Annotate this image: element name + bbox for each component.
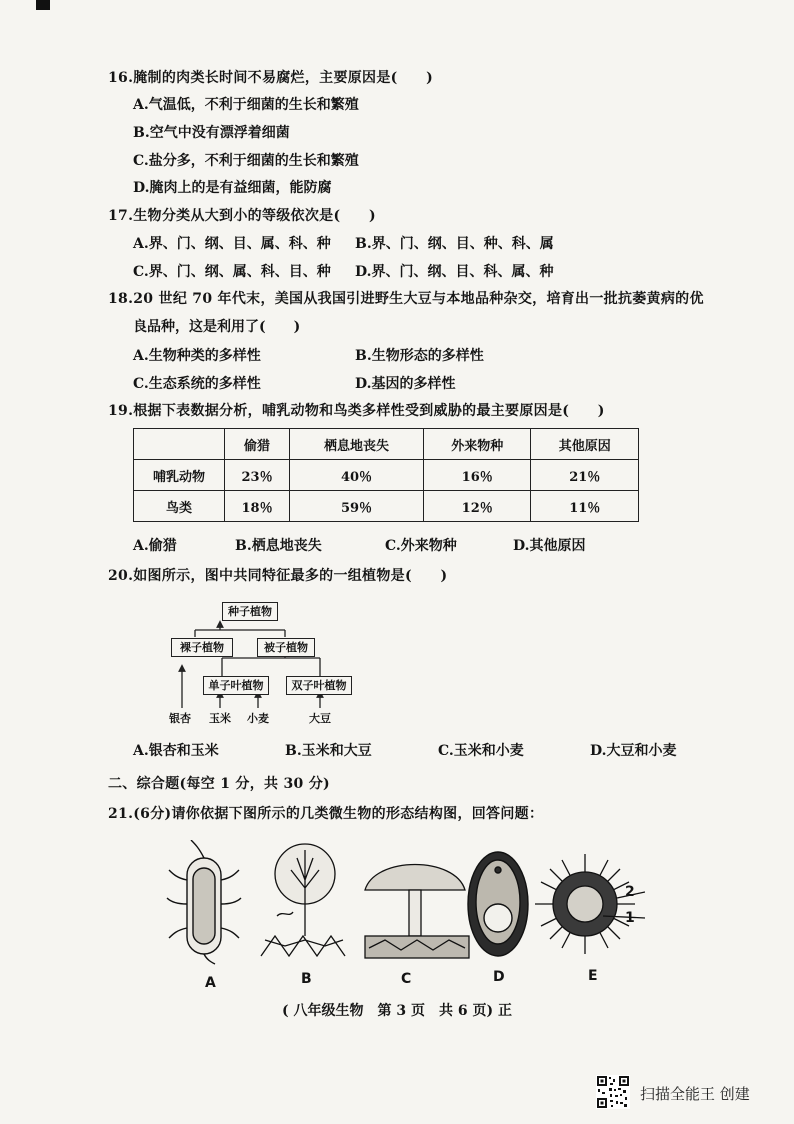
q18-option-c: C.生态系统的多样性 — [133, 376, 261, 392]
mushroom-drawing — [365, 865, 469, 959]
table-cell: 23％ — [225, 460, 290, 491]
q17-stem: 17.生物分类从大到小的等级依次是( ) — [108, 208, 376, 224]
q16-option-d: D.腌肉上的是有益细菌，能防腐 — [133, 180, 332, 196]
q19-option-c: C.外来物种 — [385, 538, 457, 554]
table-header-cell: 栖息地丧失 — [290, 429, 424, 460]
ginkgo-label: 银杏 — [169, 712, 191, 725]
q18-option-b: B.生物形态的多样性 — [355, 348, 484, 364]
label-d: D — [493, 969, 505, 985]
wheat-label: 小麦 — [247, 712, 269, 725]
q17-option-a: A.界、门、纲、目、属、科、种 — [133, 236, 331, 252]
seed-plants-box: 种子植物 — [222, 602, 278, 621]
table-header-cell: 其他原因 — [531, 429, 639, 460]
q21-stem: 21.(6分)请你依据下图所示的几类微生物的形态结构图，回答问题： — [108, 806, 544, 822]
label-c: C — [401, 971, 412, 987]
q17-option-c: C.界、门、纲、属、科、目、种 — [133, 264, 331, 280]
gymnosperm-box: 裸子植物 — [171, 638, 233, 657]
virus-label-2: 2 — [625, 884, 635, 900]
plant-classification-diagram — [165, 600, 365, 730]
q19-stem: 19.根据下表数据分析，哺乳动物和鸟类多样性受到威胁的最主要原因是( ) — [108, 403, 605, 419]
microorganism-figure — [165, 840, 645, 990]
yeast-drawing — [468, 852, 528, 956]
page-footer: ( 八年级生物 第 3 页 共 6 页) 正 — [282, 1003, 512, 1019]
mold-drawing — [261, 844, 345, 956]
label-a: A — [205, 975, 216, 991]
table-cell: 哺乳动物 — [134, 460, 225, 491]
q17-option-d: D.界、门、纲、目、科、属、种 — [355, 264, 554, 280]
q19-option-d: D.其他原因 — [513, 538, 586, 554]
scanner-text: 扫描全能王 创建 — [640, 1085, 750, 1103]
virus-label-1: 1 — [625, 910, 635, 926]
q20-option-b: B.玉米和大豆 — [285, 743, 372, 759]
table-header-row — [134, 429, 639, 460]
soybean-label: 大豆 — [309, 712, 331, 725]
monocot-box: 单子叶植物 — [203, 676, 269, 695]
q16-option-a: A.气温低，不利于细菌的生长和繁殖 — [133, 97, 359, 113]
q20-option-d: D.大豆和小麦 — [590, 743, 677, 759]
table-cell: 40％ — [290, 460, 424, 491]
q20-option-c: C.玉米和小麦 — [438, 743, 524, 759]
table-header-cell: 偷猎 — [225, 429, 290, 460]
table-cell: 16％ — [423, 460, 531, 491]
q18-stem-line1: 18.20 世纪 70 年代末，美国从我国引进野生大豆与本地品种杂交，培育出一批抗萎黄病的优 — [108, 291, 704, 307]
microorganism-drawings — [165, 840, 645, 965]
table-row — [134, 460, 639, 491]
q20-stem: 20.如图所示，图中共同特征最多的一组植物是( ) — [108, 568, 448, 584]
section2-heading: 二、综合题(每空 1 分，共 30 分) — [108, 776, 330, 792]
table-cell: 11％ — [531, 491, 639, 522]
angiosperm-box: 被子植物 — [257, 638, 315, 657]
q18-stem-line2: 良品种，这是利用了( ) — [133, 319, 301, 335]
label-e: E — [588, 968, 598, 984]
q19-option-a: A.偷猎 — [133, 538, 177, 554]
table-header-cell: 外来物种 — [423, 429, 531, 460]
q16-stem: 16.腌制的肉类长时间不易腐烂，主要原因是( ) — [108, 70, 434, 86]
bacterium-drawing — [167, 840, 241, 964]
table-cell: 12％ — [423, 491, 531, 522]
virus-drawing — [535, 854, 645, 954]
q18-option-a: A.生物种类的多样性 — [133, 348, 261, 364]
table-header-cell — [134, 429, 225, 460]
q16-option-b: B.空气中没有漂浮着细菌 — [133, 125, 290, 141]
scanner-watermark — [596, 1075, 786, 1111]
corner-mark — [36, 0, 50, 10]
q18-option-d: D.基因的多样性 — [355, 376, 456, 392]
q17-option-b: B.界、门、纲、目、种、科、属 — [355, 236, 554, 252]
table-cell: 21％ — [531, 460, 639, 491]
q19-option-b: B.栖息地丧失 — [235, 538, 322, 554]
q20-option-a: A.银杏和玉米 — [133, 743, 219, 759]
corn-label: 玉米 — [209, 712, 231, 725]
threat-table — [133, 428, 639, 522]
dicot-box: 双子叶植物 — [286, 676, 352, 695]
table-row — [134, 491, 639, 522]
qr-code-icon — [596, 1075, 630, 1109]
q16-option-c: C.盐分多，不利于细菌的生长和繁殖 — [133, 153, 359, 169]
table-cell: 18％ — [225, 491, 290, 522]
label-b: B — [301, 971, 312, 987]
table-cell: 鸟类 — [134, 491, 225, 522]
table-cell: 59％ — [290, 491, 424, 522]
